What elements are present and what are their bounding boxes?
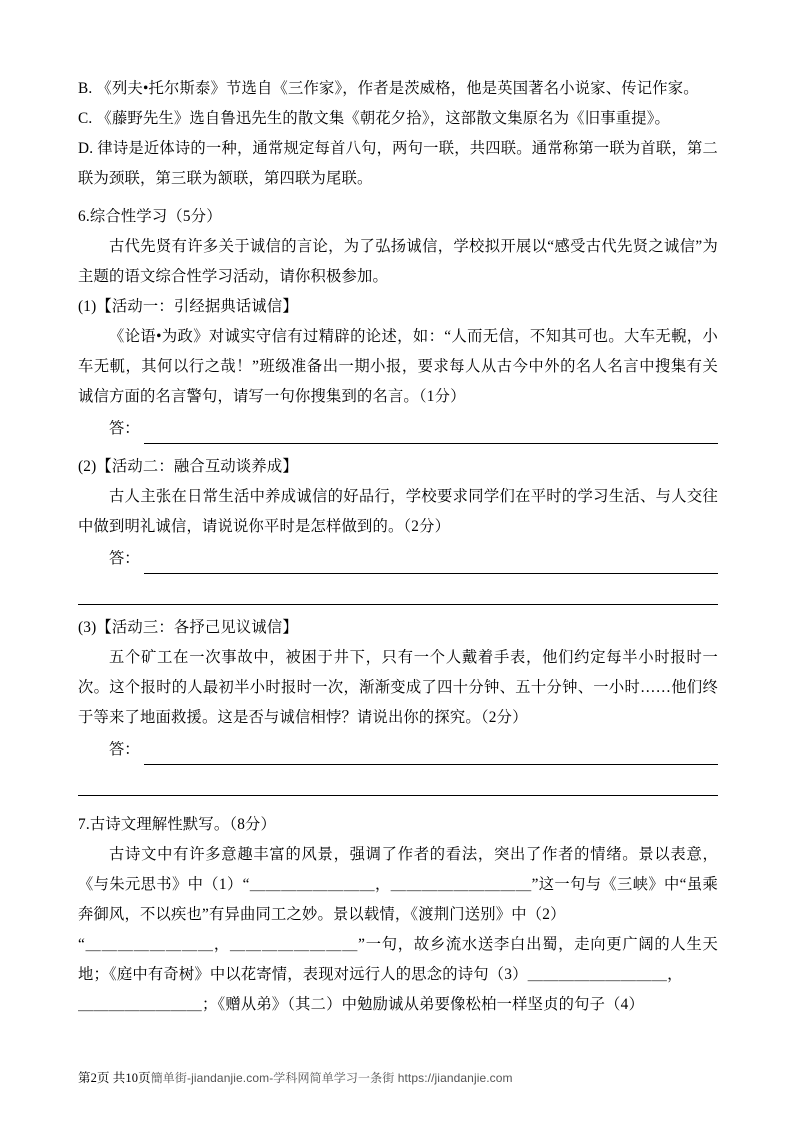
question-7-text-part3: ＿＿＿＿＿＿＿＿；《赠从弟》（其二）中勉励诚从弟要像松柏一样坚贞的句子（4） xyxy=(78,996,644,1013)
answer-blank-line[interactable] xyxy=(144,424,718,444)
answer-blank-line[interactable] xyxy=(144,745,718,765)
activity-3-answer-row xyxy=(78,735,718,765)
document-body xyxy=(78,74,718,1020)
activity-2-text: 古人主张在日常生活中养成诚信的好品行，学校要求同学们在平时的学习生活、与人交往中做到明礼诚信，请说说你平时是怎样做到的。（2分） xyxy=(78,488,718,535)
choice-item-d: D. 律诗是近体诗的一种，通常规定每首八句，两句一联，共四联。通常称第一联为首联，第二联为颈联，第三联为颔联，第四联为尾联。 xyxy=(78,140,718,187)
choice-item-b: B. 《列夫•托尔斯泰》节选自《三作家》，作者是茨威格，他是英国著名小说家、传记作家。 xyxy=(78,80,699,97)
question-6-title: 6.综合性学习（5分） xyxy=(78,208,222,225)
question-7-text-part2: “＿＿＿＿＿＿＿＿，＿＿＿＿＿＿＿＿”一句，故乡流水送李白出蜀，走向更广阔的人生天地；《庭中有奇树》中以花寄情，表现对远行人的思念的诗句（3）＿＿＿＿＿＿＿＿＿， xyxy=(78,936,718,983)
activity-2-answer-row xyxy=(78,544,718,574)
activity-3-text: 五个矿工在一次事故中，被困于井下，只有一个人戴着手表，他们约定每半小时报时一次。这个报时的人最初半小时报时一次，渐渐变成了四十分钟、五十分钟、一小时……他们终于等来了地面救援。这是否与诚信相悖？请说出你的探究。（2分） xyxy=(78,649,718,726)
activity-1-answer-row xyxy=(78,414,718,444)
activity-1-text: 《论语•为政》对诚实守信有过精辟的论述，如：“人而无信，不知其可也。大车无輗，小车无軏，其何以行之哉！”班级准备出一期小报，要求每人从古今中外的名人名言中搜集有关诚信方面的名言警句，请写一句你搜集到的名言。（1分） xyxy=(78,328,718,405)
activity-2-title: (2)【活动二：融合互动谈养成】 xyxy=(78,458,298,475)
page-number: 第2页 共10页 xyxy=(78,1071,151,1085)
answer-label: 答： xyxy=(109,420,140,437)
activity-3-title: (3)【活动三：各抒己见议诚信】 xyxy=(78,619,298,636)
answer-label: 答： xyxy=(109,550,140,567)
question-6-intro: 古代先贤有许多关于诚信的言论，为了弘扬诚信，学校拟开展以“感受古代先贤之诚信”为主题的语文综合性学习活动，请你积极参加。 xyxy=(78,238,718,285)
answer-blank-line[interactable] xyxy=(78,776,718,796)
activity-1-title: (1)【活动一：引经据典话诚信】 xyxy=(78,298,298,315)
answer-blank-line[interactable] xyxy=(144,554,718,574)
page-footer xyxy=(78,1068,738,1086)
question-7-title: 7.古诗文理解性默写。（8分） xyxy=(78,816,277,833)
choice-item-c: C. 《藤野先生》选自鲁迅先生的散文集《朝花夕拾》，这部散文集原名为《旧事重提》。 xyxy=(78,110,671,127)
answer-blank-line[interactable] xyxy=(78,585,718,605)
answer-label: 答： xyxy=(109,741,140,758)
question-7-text-part1: 古诗文中有许多意趣丰富的风景，强调了作者的看法，突出了作者的情绪。景以表意，《与朱元思书》中（1）“＿＿＿＿＿＿＿＿，＿＿＿＿＿＿＿＿＿”这一句与《三峡》中“虽乘奔御风，不以疾也”有异曲同工之妙。景以载情，《渡荆门送别》中（2） xyxy=(78,846,718,923)
footer-watermark: 簡单街-jiandanjie.com-学科网简单学习一条街 https://jiandanjie.com xyxy=(150,1071,513,1085)
